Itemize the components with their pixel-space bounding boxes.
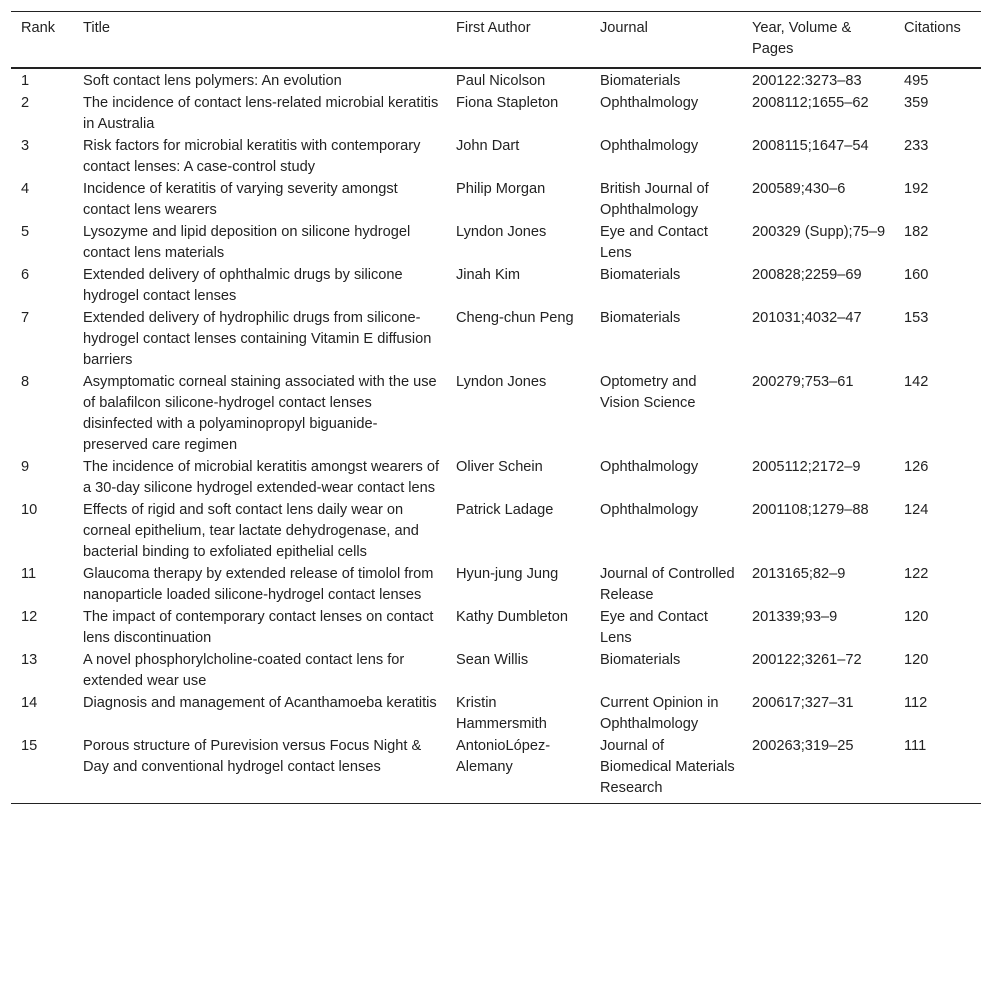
- table-row: [11, 179, 981, 222]
- table-row: [11, 136, 981, 179]
- cell-journal: Optometry and Vision Science: [600, 374, 697, 411]
- cell-title: A novel phosphorylcholine-coated contact lens for extended wear use: [83, 652, 405, 689]
- cell-title: Diagnosis and management of Acanthamoeba keratitis: [83, 695, 437, 711]
- cell-citations: 359: [904, 95, 929, 111]
- cell-first-author: Patrick Ladage: [456, 502, 554, 518]
- cell-first-author: Fiona Stapleton: [456, 95, 559, 111]
- cell-journal: Ophthalmology: [600, 138, 699, 154]
- cell-year-volume-pages: 201339;93–9: [752, 609, 838, 625]
- cell-first-author: Jinah Kim: [456, 267, 521, 283]
- cell-year-volume-pages: 2005112;2172–9: [752, 459, 861, 475]
- cell-title: Asymptomatic corneal staining associated with the use of balafilcon silicone-hydrogel contact lenses disinfected with a polyaminopropyl biguanide-preserved care regimen: [83, 374, 437, 453]
- cell-rank: 6: [21, 267, 30, 283]
- cell-title: Extended delivery of ophthalmic drugs by silicone hydrogel contact lenses: [83, 267, 403, 304]
- cell-title: Risk factors for microbial keratitis with contemporary contact lenses: A case-control study: [83, 138, 421, 175]
- table-header: [11, 12, 981, 69]
- cell-journal: Ophthalmology: [600, 459, 699, 475]
- cell-first-author: Kathy Dumbleton: [456, 609, 568, 625]
- table-row: [11, 736, 981, 804]
- cell-title: Incidence of keratitis of varying severity amongst contact lens wearers: [83, 181, 398, 218]
- cell-journal: Current Opinion in Ophthalmology: [600, 695, 719, 732]
- cell-title: Glaucoma therapy by extended release of timolol from nanoparticle loaded silicone-hydrogel contact lenses: [83, 566, 434, 603]
- cell-year-volume-pages: 200263;319–25: [742, 736, 894, 804]
- cell-rank: 1: [21, 73, 30, 89]
- cell-journal: Ophthalmology: [600, 95, 699, 111]
- cell-year-volume-pages: 2008112;1655–62: [752, 95, 869, 111]
- table-row: [11, 650, 981, 693]
- cell-rank: 8: [21, 374, 30, 390]
- table-row: [11, 564, 981, 607]
- cell-citations: 160: [904, 267, 929, 283]
- header-rank: Rank: [11, 12, 73, 69]
- header-year-volume-pages: Year, Volume & Pages: [742, 12, 894, 69]
- cell-rank: 15: [11, 736, 73, 804]
- cell-year-volume-pages: 200329 (Supp);75–9: [752, 224, 886, 240]
- cell-citations: 126: [904, 459, 929, 475]
- cell-citations: 120: [904, 652, 929, 668]
- cell-journal: Biomaterials: [600, 73, 681, 89]
- cell-rank: 14: [21, 695, 38, 711]
- cell-first-author: Lyndon Jones: [456, 224, 547, 240]
- cell-first-author: Kristin Hammersmith: [456, 695, 547, 732]
- cell-year-volume-pages: 200828;2259–69: [752, 267, 862, 283]
- cell-year-volume-pages: 200589;430–6: [752, 181, 846, 197]
- cell-title: The incidence of contact lens-related microbial keratitis in Australia: [83, 95, 439, 132]
- cell-citations: 192: [904, 181, 929, 197]
- cell-journal: Biomaterials: [600, 267, 681, 283]
- cell-journal: Biomaterials: [600, 310, 681, 326]
- cell-first-author: Philip Morgan: [456, 181, 546, 197]
- cell-title: Porous structure of Purevision versus Focus Night & Day and conventional hydrogel contact lenses: [73, 736, 446, 804]
- cell-first-author: Sean Willis: [456, 652, 529, 668]
- cell-title: Soft contact lens polymers: An evolution: [83, 73, 342, 89]
- table-row: [11, 93, 981, 136]
- cell-year-volume-pages: 2008115;1647–54: [752, 138, 869, 154]
- cell-title: The incidence of microbial keratitis amongst wearers of a 30-day silicone hydrogel extended-wear contact lens: [83, 459, 440, 496]
- cell-title: Extended delivery of hydrophilic drugs from silicone-hydrogel contact lenses containing Vitamin E diffusion barriers: [83, 310, 432, 368]
- cell-first-author: Hyun-jung Jung: [456, 566, 559, 582]
- cell-rank: 5: [21, 224, 30, 240]
- table-row: [11, 457, 981, 500]
- cell-citations: 495: [904, 73, 929, 89]
- cell-journal: Biomaterials: [600, 652, 681, 668]
- cell-rank: 10: [21, 502, 38, 518]
- cell-year-volume-pages: 2013165;82–9: [752, 566, 846, 582]
- cell-rank: 12: [21, 609, 38, 625]
- table-row: [11, 693, 981, 736]
- cell-citations: 111: [894, 736, 981, 804]
- cell-rank: 7: [21, 310, 30, 326]
- cell-journal: British Journal of Ophthalmology: [600, 181, 709, 218]
- cell-first-author: Paul Nicolson: [456, 73, 546, 89]
- cell-rank: 2: [21, 95, 30, 111]
- cell-citations: 182: [904, 224, 929, 240]
- header-citations: Citations: [894, 12, 981, 69]
- cell-citations: 120: [904, 609, 929, 625]
- cell-journal: Ophthalmology: [600, 502, 699, 518]
- cell-first-author: Lyndon Jones: [456, 374, 547, 390]
- header-first-author: First Author: [446, 12, 590, 69]
- header-title: Title: [73, 12, 446, 69]
- cell-year-volume-pages: 200279;753–61: [752, 374, 854, 390]
- cell-rank: 13: [21, 652, 38, 668]
- cell-journal: Eye and Contact Lens: [600, 224, 708, 261]
- cell-citations: 124: [904, 502, 929, 518]
- table-row: [11, 222, 981, 265]
- cell-first-author: Oliver Schein: [456, 459, 543, 475]
- cell-journal: Journal of Controlled Release: [600, 566, 735, 603]
- cell-rank: 4: [21, 181, 30, 197]
- cell-title: The impact of contemporary contact lenses on contact lens discontinuation: [83, 609, 434, 646]
- citations-table: [11, 11, 981, 804]
- cell-citations: 153: [904, 310, 929, 326]
- table-row: [11, 68, 981, 93]
- table-body: [11, 68, 981, 804]
- cell-citations: 142: [904, 374, 929, 390]
- cell-year-volume-pages: 200617;327–31: [752, 695, 854, 711]
- header-journal: Journal: [590, 12, 742, 69]
- table-row: [11, 308, 981, 372]
- cell-year-volume-pages: 2001108;1279–88: [752, 502, 869, 518]
- cell-journal: Journal of Biomedical Materials Research: [590, 736, 742, 804]
- cell-citations: 122: [904, 566, 929, 582]
- cell-journal: Eye and Contact Lens: [600, 609, 708, 646]
- cell-citations: 233: [904, 138, 929, 154]
- cell-first-author: Cheng-chun Peng: [456, 310, 574, 326]
- cell-year-volume-pages: 201031;4032–47: [752, 310, 862, 326]
- cell-rank: 3: [21, 138, 30, 154]
- table-row: [11, 265, 981, 308]
- cell-year-volume-pages: 200122:3273–83: [752, 73, 862, 89]
- cell-year-volume-pages: 200122;3261–72: [752, 652, 862, 668]
- cell-first-author: AntonioLópez-Alemany: [446, 736, 590, 804]
- cell-rank: 11: [21, 566, 37, 582]
- cell-title: Lysozyme and lipid deposition on silicone hydrogel contact lens materials: [83, 224, 411, 261]
- header-row: [11, 12, 981, 69]
- table-row: [11, 500, 981, 564]
- cell-title: Effects of rigid and soft contact lens daily wear on corneal epithelium, tear lactate dehydrogenase, and bacterial binding to exfoliated epithelial cells: [83, 502, 419, 560]
- table-row: [11, 372, 981, 457]
- cell-first-author: John Dart: [456, 138, 520, 154]
- table-row: [11, 607, 981, 650]
- cell-citations: 112: [904, 695, 928, 711]
- cell-rank: 9: [21, 459, 30, 475]
